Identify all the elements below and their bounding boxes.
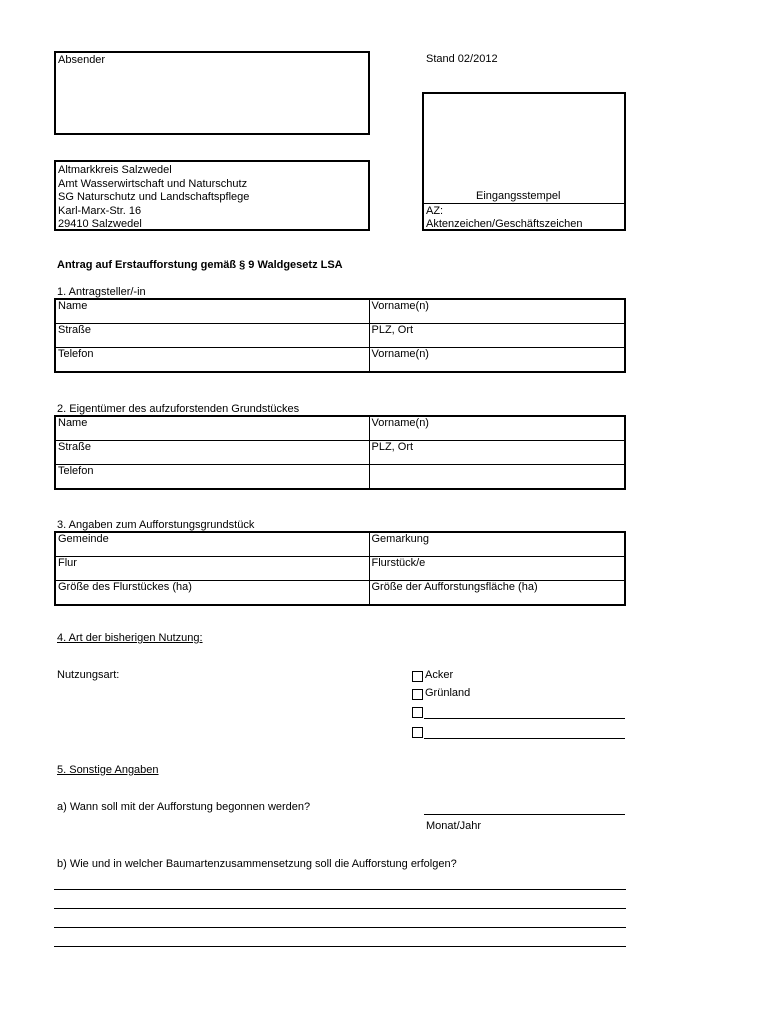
answer-line[interactable] [54,946,626,947]
table-row [55,416,625,441]
checkbox-gruenland[interactable] [412,689,423,700]
section1-table [54,298,626,373]
address-line: 29410 Salzwedel [58,218,142,230]
field-owner-name[interactable]: Name [55,416,369,441]
address-box [54,160,370,231]
field-street[interactable]: Straße [55,324,369,348]
table-row [55,557,625,581]
field-firstname[interactable]: Vorname(n) [369,299,625,324]
field-parcel[interactable]: Flurstück/e [369,557,625,581]
stamp-divider [424,203,624,204]
field-district[interactable]: Gemarkung [369,532,625,557]
field-phone[interactable]: Telefon [55,348,369,373]
option-acker-label: Acker [425,669,454,681]
field-owner-firstname[interactable]: Vorname(n) [369,416,625,441]
az-label[interactable]: AZ: [426,205,444,217]
answer-line[interactable] [54,889,626,890]
field-zip-city[interactable]: PLZ, Ort [369,324,625,348]
sender-box[interactable] [54,51,370,135]
field-owner-zip-city[interactable]: PLZ, Ort [369,441,625,465]
table-row [55,532,625,557]
answer-line[interactable] [54,927,626,928]
table-row [55,348,625,373]
field-owner-phone[interactable]: Telefon [55,465,369,490]
question-b: b) Wie und in welcher Baumartenzusammensetzung soll die Aufforstung erfolgen? [57,858,457,870]
other-2-line[interactable] [424,738,625,739]
az-sub-label: Aktenzeichen/Geschäftszeichen [426,218,583,230]
field-flur[interactable]: Flur [55,557,369,581]
table-row [55,299,625,324]
other-1-line[interactable] [424,718,625,719]
field-afforestation-size[interactable]: Größe der Aufforstungsfläche (ha) [369,581,625,606]
address-line: SG Naturschutz und Landschaftspflege [58,191,250,203]
sender-label: Absender [58,54,106,66]
field-owner-empty[interactable] [369,465,625,490]
table-row [55,465,625,490]
section1-heading: 1. Antragsteller/-in [57,286,146,298]
month-year-hint: Monat/Jahr [426,820,482,832]
address-line: Amt Wasserwirtschaft und Naturschutz [58,178,248,190]
address-line: Karl-Marx-Str. 16 [58,205,142,217]
checkbox-acker[interactable] [412,671,423,682]
table-row [55,324,625,348]
usage-label: Nutzungsart: [57,669,120,681]
section2-heading: 2. Eigentümer des aufzuforstenden Grundstückes [57,403,300,415]
section4-heading: 4. Art der bisherigen Nutzung: [57,632,203,644]
question-a: a) Wann soll mit der Aufforstung begonnen werden? [57,801,311,813]
section3-table [54,531,626,606]
field-name[interactable]: Name [55,299,369,324]
section5-heading: 5. Sonstige Angaben [57,764,159,776]
field-owner-street[interactable]: Straße [55,441,369,465]
section2-table [54,415,626,490]
address-line: Altmarkkreis Salzwedel [58,164,172,176]
field-parcel-size[interactable]: Größe des Flurstückes (ha) [55,581,369,606]
start-date-line[interactable] [424,814,625,815]
table-row [55,441,625,465]
stamp-label: Eingangsstempel [476,190,561,202]
checkbox-other-2[interactable] [412,727,423,738]
stamp-box [422,92,626,231]
option-gruenland-label: Grünland [425,687,471,699]
table-row [55,581,625,606]
form-title: Antrag auf Erstaufforstung gemäß § 9 Waldgesetz LSA [57,259,343,271]
field-firstname-2[interactable]: Vorname(n) [369,348,625,373]
checkbox-other-1[interactable] [412,707,423,718]
field-municipality[interactable]: Gemeinde [55,532,369,557]
stand-date: Stand 02/2012 [426,53,498,65]
section3-heading: 3. Angaben zum Aufforstungsgrundstück [57,519,255,531]
answer-line[interactable] [54,908,626,909]
